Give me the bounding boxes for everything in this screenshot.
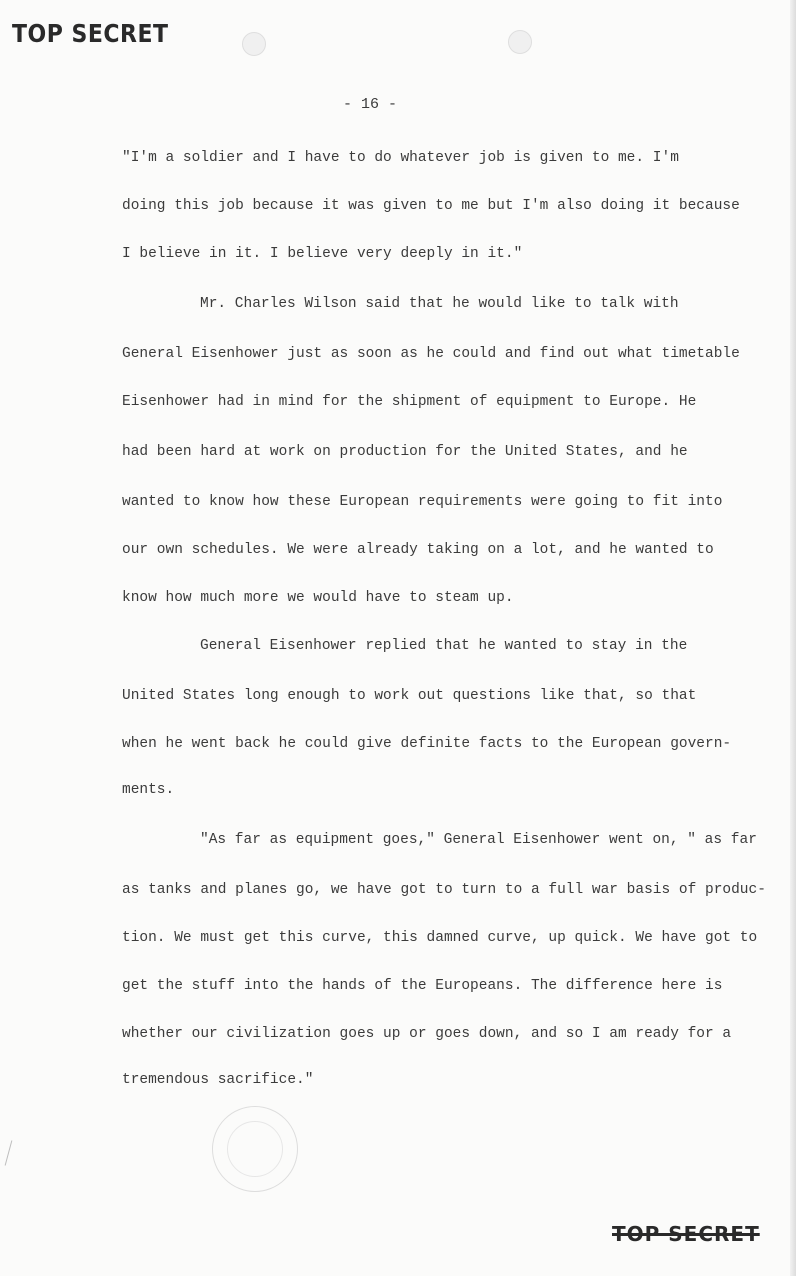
library-seal-stamp (212, 1106, 298, 1192)
body-line: our own schedules. We were already taking on a lot, and he wanted to (122, 542, 714, 558)
body-line: know how much more we would have to steam up. (122, 590, 514, 606)
body-line: get the stuff into the hands of the Europeans. The difference here is (122, 978, 723, 994)
punch-hole-right (508, 30, 532, 54)
margin-pencil-mark (5, 1140, 13, 1165)
page-edge-shadow (790, 0, 796, 1276)
body-line: ments. (122, 782, 175, 798)
body-line: doing this job because it was given to me but I'm also doing it because (122, 198, 740, 214)
body-line: tion. We must get this curve, this damned curve, up quick. We have got to (122, 930, 758, 946)
body-line: "I'm a soldier and I have to do whatever job is given to me. I'm (122, 150, 679, 166)
library-seal-inner-ring (227, 1121, 283, 1177)
body-line: wanted to know how these European requirements were going to fit into (122, 494, 723, 510)
body-line: as tanks and planes go, we have got to turn to a full war basis of produc- (122, 882, 766, 898)
page-number: - 16 - (342, 96, 397, 113)
body-line: Mr. Charles Wilson said that he would like to talk with (200, 296, 679, 312)
top-secret-stamp-bottom: TOP SECRET (612, 1222, 760, 1246)
body-line: had been hard at work on production for the United States, and he (122, 444, 688, 460)
body-line: Eisenhower had in mind for the shipment of equipment to Europe. He (122, 394, 697, 410)
body-line: when he went back he could give definite facts to the European govern- (122, 736, 732, 752)
body-line: General Eisenhower replied that he wanted to stay in the (200, 638, 688, 654)
body-line: whether our civilization goes up or goes down, and so I am ready for a (122, 1026, 732, 1042)
body-line: United States long enough to work out questions like that, so that (122, 688, 697, 704)
body-line: I believe in it. I believe very deeply in it." (122, 246, 523, 262)
body-line: tremendous sacrifice." (122, 1072, 314, 1088)
top-secret-stamp-top: TOP SECRET (12, 20, 169, 49)
punch-hole-left (242, 32, 266, 56)
body-line: "As far as equipment goes," General Eisenhower went on, " as far (200, 832, 757, 848)
body-line: General Eisenhower just as soon as he could and find out what timetable (122, 346, 740, 362)
